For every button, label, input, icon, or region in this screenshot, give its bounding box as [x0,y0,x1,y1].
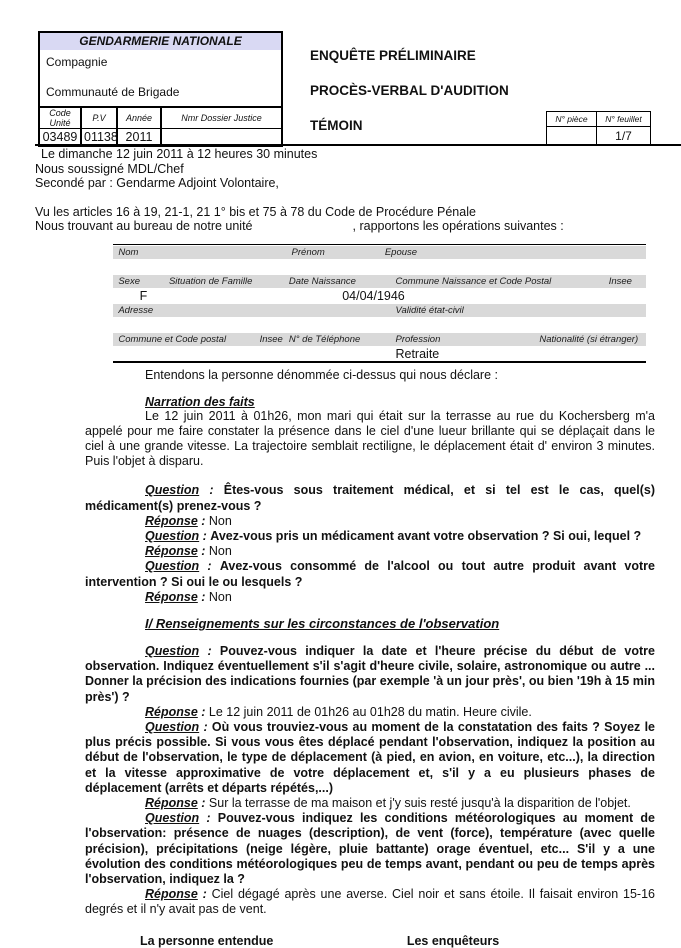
answer-5: Réponse : Sur la terrasse de ma maison et j'y suis resté jusqu'à la disparition de l'objet. [145,795,631,810]
gendarmerie-title: GENDARMERIE NATIONALE [40,33,281,50]
identity-value-row-1 [113,260,646,274]
answer-6: Réponse : Ciel dégagé après une averse. Ciel noir et sans étoile. Il faisait environ 15-16 degrés et il n'y avait pas de vent. [85,887,655,917]
insee-label: Insee [608,275,632,287]
date-naissance-value: 04/04/1946 [342,288,405,303]
identity-table [113,244,646,363]
annee-header: Année [117,107,161,129]
telephone-label: N° de Téléphone [288,333,361,345]
code-unite-value: 03489 [39,128,81,146]
intro-block [35,147,681,234]
question-1: Question : Êtes-vous sous traitement médical, et si tel est le cas, quel(s) médicament(s) prenez-vous ? [85,483,655,513]
answer-2: Réponse : Non [145,544,232,559]
feuillet-value: 1/7 [597,127,651,145]
date-naissance-label: Date Naissance [288,275,356,287]
answer-3: Réponse : Non [145,589,232,604]
signature-person: La personne entendue [140,933,274,948]
identity-value-row-2 [113,289,646,303]
identity-value-row-4 [113,347,646,361]
identity-header-row-1 [113,246,646,259]
profession-label: Profession [395,333,441,345]
sexe-value: F [139,288,148,303]
section2-title: I/ Renseignements sur les circonstances de l'observation [145,615,500,631]
doc-title-temoin: TÉMOIN [310,118,363,133]
code-unite-header: Code Unité [39,107,81,129]
nom-label: Nom [118,246,139,258]
question-6: Question : Pouvez-vous indiquez les conditions météorologiques au moment de l'observation: présence de nuages (description), de vent (force), température (avec quelle précision), précipitations (neige légère, pluie battante) orage éventuel, etc... S'il y a une évolution des conditions météorologiques peu de temps avant, pendant ou peu de temps après l'observation, indiquez la ? [85,811,656,886]
narration-title: Narration des faits [145,394,255,409]
dossier-justice-header: Nmr Dossier Justice [161,107,282,129]
compagnie-label: Compagnie [46,55,108,69]
identity-value-row-3 [113,318,646,332]
question-4: Question : Pouvez-vous indiquer la date et l'heure précise du début de votre observation. Indiquez éventuellement s'il s'agit d'heure civile, solaire, astronomique ou autre ... Donner la précision des indications fournies (par exemple 'à un jour près', ou bien '19h à 15 min près') ? [85,643,655,704]
brigade-label: Communauté de Brigade [46,85,180,99]
sexe-label: Sexe [118,275,140,287]
question-3: Question : Avez-vous consommé de l'alcool ou tout autre produit avant votre intervention ? Si oui le ou lesquels ? [85,559,656,589]
pv-header: P.V [81,107,117,129]
answer-4: Réponse : Le 12 juin 2011 de 01h26 au 01h28 du matin. Heure civile. [145,704,532,719]
identity-header-row-3 [113,304,646,317]
nationalite-label: Nationalité (si étranger) [539,333,639,345]
commune-label: Commune et Code postal [118,333,227,345]
signature-investigators: Les enquêteurs [406,933,500,948]
epouse-label: Epouse [384,246,418,258]
answer-1: Réponse : Non [145,513,232,528]
narration-text: Le 12 juin 2011 à 01h26, mon mari qui était sur la terrasse au rue du Kochersberg m'a appelé pour me faire constater la présence dans le ciel d'une lueur brillante qui se déplaçait dans le ciel à une grande vitesse. La trajectoire semblait rectiligne, le déplacement était d' environ 3 minutes. Puis l'objet à disparu. [85,408,655,469]
intro-seconde-line: Secondé par : Gendarme Adjoint Volontaire, [35,176,279,190]
doc-title-proces-verbal: PROCÈS-VERBAL D'AUDITION [310,83,509,98]
adresse-label: Adresse [118,304,154,316]
prenom-label: Prénom [291,246,325,258]
entendons-line: Entendons la personne dénommée ci-dessus qui nous déclare : [145,367,498,382]
unit-code-table [38,106,283,148]
profession-value: Retraite [395,346,440,361]
piece-value [547,127,597,145]
pv-value: 01138 [81,128,117,146]
question-2: Question : Avez-vous pris un médicament avant votre observation ? Si oui, lequel ? [145,528,642,543]
intro-bureau-line: Nous trouvant au bureau de notre unité , rapportons les opérations suivantes : [35,219,564,233]
intro-date-line: Le dimanche 12 juin 2011 à 12 heures 30 minutes [41,147,318,161]
piece-header: N° pièce [547,112,597,127]
signature-row [0,934,681,948]
intro-articles-line: Vu les articles 16 à 19, 21-1, 21 1° bis et 75 à 78 du Code de Procédure Pénale [35,204,476,219]
piece-feuillet-table [546,111,651,145]
question-5: Question : Où vous trouviez-vous au moment de la constatation des faits ? Soyez le plus précis possible. Si vous vous êtes déplacé pendant l'observation, indiquez la position au début de l'observation, le type de déplacement (à pied, en avion, en voiture, etc...), la direction et la vitesse approximative de votre déplacement et, s'il y a eu plusieurs phases de déplacement (arrêts et départs répétés,...) [85,719,655,795]
identity-header-row-2 [113,275,646,288]
annee-value: 2011 [117,128,161,146]
insee2-label: Insee [259,333,283,345]
validite-label: Validité état-civil [395,304,464,316]
gendarmerie-box [38,31,283,145]
situation-label: Situation de Famille [168,275,253,287]
identity-header-row-4 [113,333,646,346]
feuillet-header: N° feuillet [597,112,651,127]
commune-naissance-label: Commune Naissance et Code Postal [395,275,552,287]
header-divider [35,144,681,146]
intro-soussigne-line: Nous soussigné MDL/Chef [35,161,184,176]
doc-title-enquete: ENQUÊTE PRÉLIMINAIRE [310,48,476,63]
